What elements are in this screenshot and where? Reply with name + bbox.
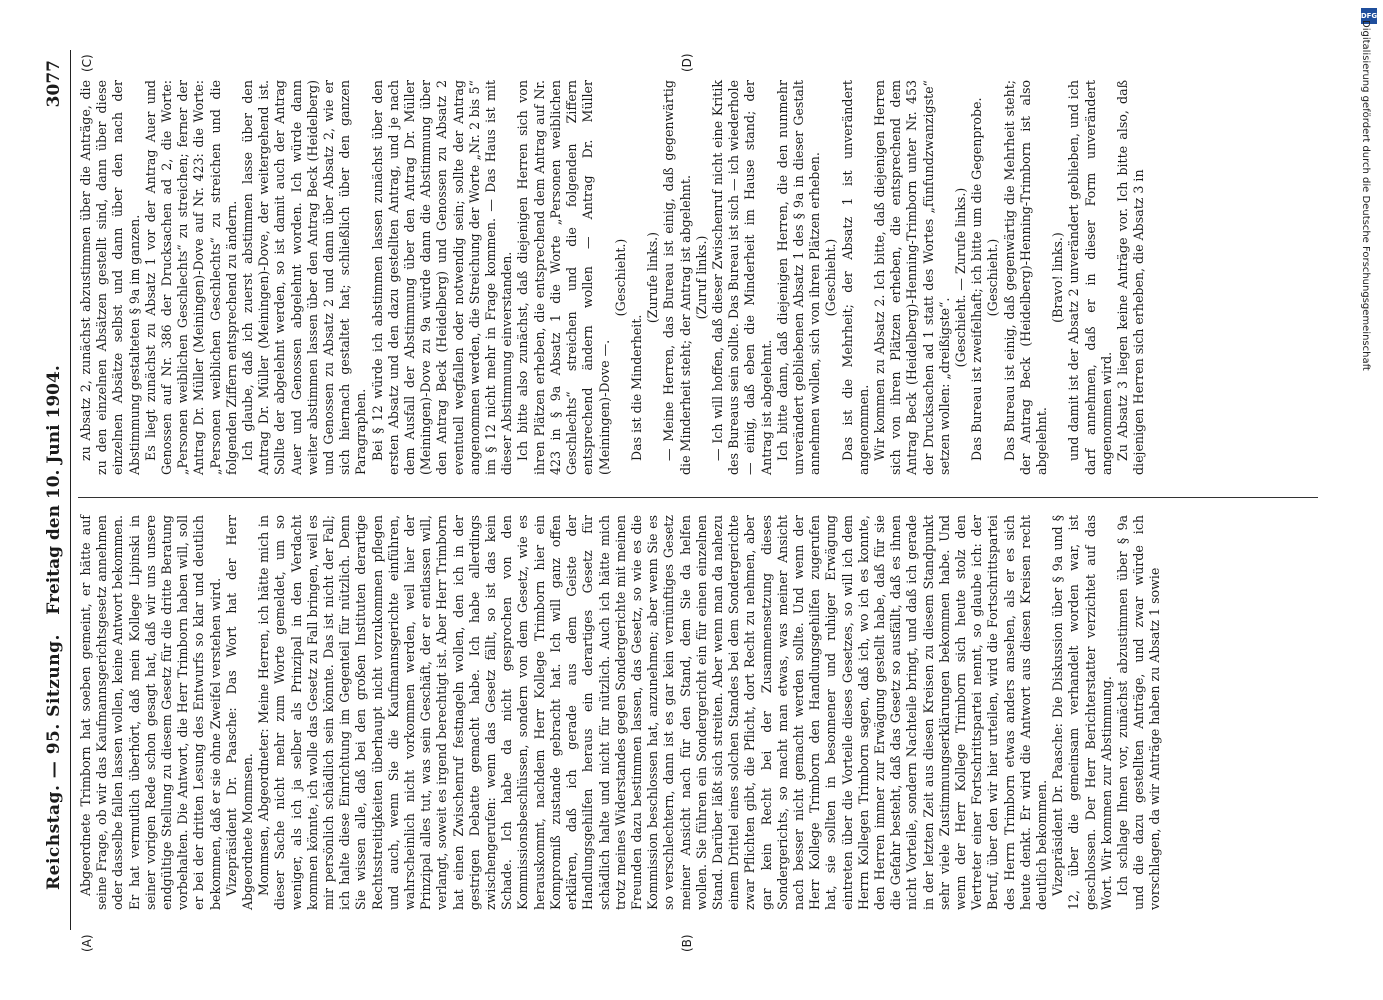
stage-direction: (Bravo! links.)	[1050, 232, 1066, 323]
paragraph: Vizepräsident Dr. Paasche: Das Wort hat der Herr Abgeordnete Mommsen.	[223, 515, 256, 910]
column-divider	[78, 497, 1318, 498]
header-date: Freitag den 10. Juni 1904.	[44, 365, 64, 615]
stage-direction: (Geschieht.)	[985, 238, 1001, 317]
paragraph: Das ist die Minderheit.	[628, 314, 644, 461]
paragraph: Das Bureau ist einig, daß gegenwärtig die Mehrheit steht; der Antrag Beck (Heidelberg)-Henning-Trimborn ist also abgelehnt.	[1001, 80, 1049, 475]
paragraph: Zu Absatz 3 liegen keine Anträge vor. Ich bitte also, daß diejenigen Herren sich erheben, die Absatz 3 in	[1115, 80, 1147, 475]
marker-a: (A)	[80, 934, 94, 952]
marker-c: (C)	[80, 54, 94, 72]
paragraph: und damit ist der Absatz 2 unverändert geblieben, und ich darf annehmen, daß er in dieser Form unverändert angenommen wird.	[1066, 80, 1114, 475]
digitization-note	[1355, 20, 1375, 980]
digitization-note-text: Digitalisierung gefördert durch die Deutsche Forschungsgemeinschaft	[1360, 20, 1371, 371]
paragraph: — Ich will hoffen, daß dieser Zwischenruf nicht eine Kritik des Bureaus sein sollte. Das Bureau ist sich — ich wiederhole — einig, daß eben die Minderheit im Hause stand; der Antrag ist abgelehnt.	[709, 80, 774, 475]
stage-direction: (Geschieht.)	[823, 238, 839, 317]
paragraph: Ich glaube, daß ich zuerst abstimmen lasse über den Antrag Dr. Müller (Meiningen)-Dove, der weitergehend ist. Sollte der abgelehnt werden, so ist damit auch der Antrag Auer und Genossen abgelehnt worden. Ich würde dann weiter abstimmen lassen über den Antrag Beck (Heidelberg) und Genossen zu Absatz 2 und dann über Absatz 2, wie er sich hiernach gestaltet hat; schließlich über den ganzen Paragraphen.	[240, 80, 369, 475]
left-column	[78, 515, 1328, 910]
stage-direction: (Geschieht.)	[612, 238, 628, 317]
paragraph: Vizepräsident Dr. Paasche: Die Diskussion über § 9a und § 12, über die gemeinsam verhandelt worden war, ist geschlossen. Der Herr Berichterstatter verzichtet auf das Wort. Wir kommen zur Abstimmung.	[1050, 515, 1114, 910]
paragraph: Ich bitte also zunächst, daß diejenigen Herren sich von ihren Plätzen erheben, die entsprechend dem Antrag auf Nr. 423 in § 9a Absatz 1 die Worte „Personen weiblichen Geschlechts“ streichen und die folgenden Ziffern entsprechend ändern wollen — Antrag Dr. Müller (Meiningen)-Dove —.	[515, 80, 612, 475]
paragraph: Abgeordnete Trimborn hat soeben gemeint, er hätte auf seine Frage, ob wir das Kaufmannsgerichtsgesetz annehmen oder dasselbe fallen lassen wollen, keine Antwort bekommen. Er hat vermutlich überhört, daß mein Kollege Lipinski in seiner vorigen Rede schon gesagt hat, daß wir uns unsere endgültige Stellung zu diesem Gesetz für die dritte Beratung vorbehalten. Die Antwort, die Herr Trimborn haben will, soll er bei der dritten Lesung des Entwurfs so klar und deutlich bekommen, daß er sie ohne Zweifel verstehen wird.	[78, 515, 223, 910]
stage-direction: (Zurufe links.)	[645, 231, 661, 324]
paragraph: Das Bureau ist zweifelhaft; ich bitte um die Gegenprobe.	[969, 97, 985, 461]
marker-d: (D)	[680, 53, 694, 72]
marker-b: (B)	[680, 934, 694, 952]
paragraph: zu Absatz 2, zunächst abzustimmen über die Anträge, die zu den einzelnen Absätzen gestellt sind, dann über diese einzelnen Absätze selbst und dann über den nach der Abstimmung gestalteten § 9a im ganzen.	[78, 80, 142, 475]
page-number: 3077	[44, 60, 64, 108]
header-left: Reichstag. — 95. Sitzung.	[44, 634, 64, 890]
paragraph: Es liegt zunächst zu Absatz 1 vor der Antrag Auer und Genossen auf Nr. 386 der Drucksachen ad 2, die Worte: „Personen weiblichen Geschlechts“ zu streichen; ferner der Antrag Dr. Müller (Meiningen)-Dove auf Nr. 423: die Worte: „Personen weiblichen Geschlechts“ zu streichen und die folgenden Ziffern entsprechend zu ändern.	[142, 80, 239, 475]
stage-direction: (Zuruf links.)	[693, 235, 709, 320]
rotated-page	[40, 50, 1340, 952]
right-column	[78, 80, 1328, 475]
paragraph: — Meine Herren, das Bureau ist einig, daß gegenwärtig die Minderheit steht; der Antrag ist abgelehnt.	[661, 80, 693, 475]
paragraph: Das ist die Mehrheit; der Absatz 1 ist unverändert angenommen.	[839, 80, 871, 475]
paragraph: Bei § 12 würde ich abstimmen lassen zunächst über den ersten Absatz und den dazu gestellten Antrag, und je nach dem Ausfall der Abstimmung über den Antrag Dr. Müller (Meiningen)-Dove zu 9a würde dann die Abstimmung über den Antrag Beck (Heidelberg) und Genossen zu Absatz 2 eventuell wegfallen oder notwendig sein; sollte der Antrag angenommen werden, die Streichung der Worte „Nr. 2 bis 5“ im § 12 nicht mehr in Frage kommen. — Das Haus ist mit dieser Abstimmung einverstanden.	[369, 80, 515, 475]
paragraph: Mommsen, Abgeordneter: Meine Herren, ich hätte mich in dieser Sache nicht mehr zum Worte gemeldet, um so weniger, als ich ja selber als Prinzipal in den Verdacht kommen könnte, ich wolle das Gesetz zu Fall bringen, weil es mir persönlich schädlich sein könnte. Das ist nicht der Fall; ich halte diese Einrichtung im Gegenteil für nützlich. Denn Sie wissen alle, daß bei den großen Instituten derartige Rechtsstreitigkeiten überhaupt nicht vorzukommen pflegen und auch, wenn Sie die Kaufmannsgerichte einführen, wahrscheinlich nicht vorkommen werden, weil hier der Prinzipal alles tut, was sein Geschäft, der er entlassen will, verlangt, soweit es irgend berechtigt ist. Aber Herr Trimborn hat einen Zwischenruf festnageln wollen, den ich in der gestrigen Debatte gemacht habe. Ich habe allerdings zwischengerufen: wenn das Gesetz fällt, so ist das kein Schade. Ich habe da nicht gesprochen von den Kommissionsbeschlüssen, sondern von dem Gesetz, wie es herauskommt, nachdem Herr Kollege Trimborn hier ein Kompromiß zustande gebracht hat. Ich will ganz offen erklären, daß ich gerade aus dem Geiste der Handlungsgehilfen heraus ein derartiges Gesetz für schädlich halte und nicht für nützlich. Auch ich hätte mich trotz meines Widerstandes gegen Sondergerichte mit meinen Freunden dazu bestimmen lassen, das Gesetz, so wie es die Kommission beschlossen hat, anzunehmen; aber wenn Sie es so verschlechtern, dann ist es gar kein vernünftiges Gesetz meiner Ansicht nach für den Stand, dem Sie da helfen wollen. Sie führen ein Sondergericht ein für einen einzelnen Stand. Darüber läßt sich streiten. Aber wenn man da nahezu einem Drittel eines solchen Standes bei dem Sondergerichte zwar Pflichten gibt, die Pflicht, dort Recht zu nehmen, aber gar kein Recht bei der Zusammensetzung dieses Sondergerichts, so macht man etwas, was meiner Ansicht nach besser nicht gemacht werden sollte. Und wenn der Herr Kollege Trimborn den Handlungsgehilfen zugerufen hat, sie sollten in besonnener und ruhiger Erwägung eintreten über die Vorteile dieses Gesetzes, so will ich dem Herrn Kollegen Trimborn sagen, daß ich, wo ich es konnte, den Herren immer zur Erwägung gestellt habe, daß für sie die Gefahr besteht, daß das Gesetz so ausfällt, daß es ihnen nicht Vorteile, sondern Nachteile bringt, und daß ich gerade in der letzten Zeit aus diesen Kreisen zu diesem Standpunkt sehr viele Zustimmungserklärungen bekommen habe. Und wenn der Herr Kollege Trimborn sich heute stolz den Vertreter einer Fortschrittspartei nennt, so glaube ich: der Beruf, über den wir hier urteilen, wird die Fortschrittspartei des Herrn Trimborn etwas anders ansehen, als er es sich heute denkt. Er wird die Antwort aus diesen Kreisen recht deutlich bekommen.	[256, 515, 1049, 910]
paragraph: Ich bitte dann, daß diejenigen Herren, die den nunmehr unverändert gebliebenen Absatz 1 des § 9a in dieser Gestalt annehmen wollen, sich von ihren Plätzen erheben.	[774, 80, 823, 475]
dfg-logo: DFG	[1361, 8, 1377, 24]
paragraph: Ich schlage Ihnen vor, zunächst abzustimmen über § 9a und die dazu gestellten Anträge, und zwar würde ich vorschlagen, da wir Anträge haben zu Absatz 1 sowie	[1115, 515, 1163, 910]
page-header	[40, 50, 71, 930]
paragraph: Wir kommen zu Absatz 2. Ich bitte, daß diejenigen Herren sich von ihren Plätzen erheben, die entsprechend dem Antrag Beck (Heidelberg)-Henning-Trimborn unter Nr. 453 der Drucksachen ad 1 statt des Wortes „fünfundzwanzigste“ setzen wollen: „dreißigste“.	[871, 80, 952, 475]
stage-direction: (Geschieht. — Zurufe links.)	[952, 187, 968, 368]
